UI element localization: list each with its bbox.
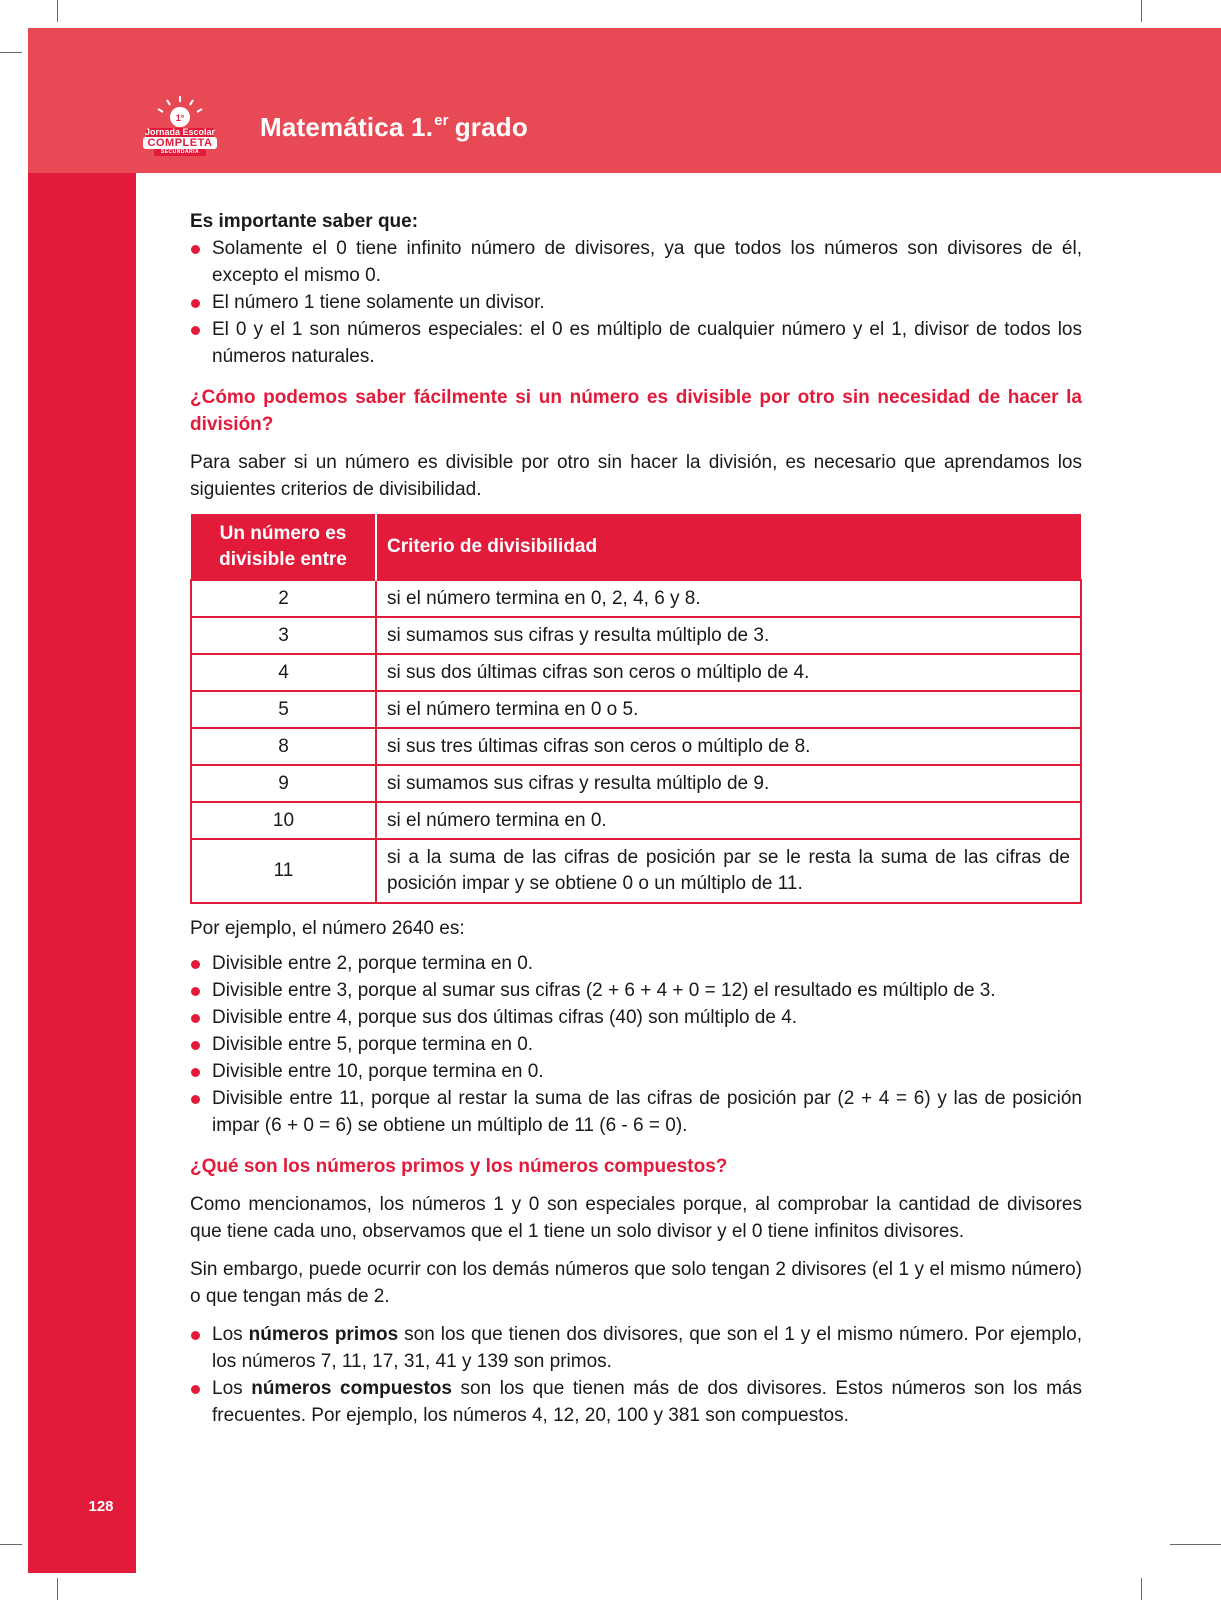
- crop-mark: [1170, 1544, 1221, 1545]
- divisibility-table: [190, 514, 1082, 904]
- logo-text-top: Jornada Escolar: [144, 127, 216, 137]
- table-cell-divisor: 9: [191, 765, 376, 802]
- list-item: El 0 y el 1 son números especiales: el 0 es múltiplo de cualquier número y el 1, divisor de todos los números naturales.: [190, 316, 1082, 370]
- table-cell-criterion: si sumamos sus cifras y resulta múltiplo de 3.: [376, 617, 1081, 654]
- table-row: [191, 580, 1081, 617]
- paragraph: Sin embargo, puede ocurrir con los demás números que solo tengan 2 divisores (el 1 y el mismo número) o que tengan más de 2.: [190, 1259, 1082, 1307]
- table-row: [191, 617, 1081, 654]
- table-cell-divisor: 3: [191, 617, 376, 654]
- question-heading: ¿Cómo podemos saber fácilmente si un número es divisible por otro sin necesidad de hacer la división?: [190, 387, 1082, 435]
- table-cell-divisor: 5: [191, 691, 376, 728]
- table-cell-divisor: 2: [191, 580, 376, 617]
- list-item: [190, 1321, 1082, 1375]
- table-cell-criterion: si el número termina en 0, 2, 4, 6 y 8.: [376, 580, 1081, 617]
- svg-text:1°: 1°: [175, 113, 185, 123]
- table-cell-criterion: si sus tres últimas cifras son ceros o múltiplo de 8.: [376, 728, 1081, 765]
- page-title: [260, 112, 528, 143]
- logo-text-main: COMPLETA: [147, 137, 213, 149]
- left-margin-strip: [28, 173, 136, 1573]
- intro-bullet-list: [190, 235, 1082, 370]
- crop-mark: [0, 1544, 22, 1545]
- table-row: [191, 802, 1081, 839]
- list-item: Divisible entre 11, porque al restar la suma de las cifras de posición par (2 + 4 = 6) y las de posición impar (6 + 0 = 6) se obtiene un múltiplo de 11 (6 - 6 = 0).: [190, 1085, 1082, 1139]
- list-item: Divisible entre 5, porque termina en 0.: [190, 1031, 1082, 1058]
- list-item: [190, 1375, 1082, 1429]
- intro-heading: Es importante saber que:: [190, 211, 419, 232]
- crop-mark: [57, 1578, 58, 1600]
- table-cell-criterion: si el número termina en 0 o 5.: [376, 691, 1081, 728]
- table-cell-divisor: 4: [191, 654, 376, 691]
- bold-term: números compuestos: [251, 1378, 452, 1399]
- list-item: Solamente el 0 tiene infinito número de divisores, ya que todos los números son divisores de él, excepto el mismo 0.: [190, 235, 1082, 289]
- table-header-row: [191, 514, 1081, 580]
- bold-term: números primos: [248, 1324, 399, 1345]
- table-row: [191, 839, 1081, 903]
- main-content: [190, 208, 1082, 1429]
- list-item: Divisible entre 10, porque termina en 0.: [190, 1058, 1082, 1085]
- table-row: [191, 691, 1081, 728]
- crop-mark: [1141, 0, 1142, 22]
- table-row: [191, 765, 1081, 802]
- list-item: Divisible entre 3, porque al sumar sus cifras (2 + 6 + 4 + 0 = 12) el resultado es múltiplo de 3.: [190, 977, 1082, 1004]
- paragraph: Para saber si un número es divisible por otro sin hacer la división, es necesario que aprendamos los siguientes criterios de divisibilidad.: [190, 452, 1082, 500]
- question-heading: ¿Qué son los números primos y los números compuestos?: [190, 1156, 728, 1177]
- final-bullet-list: [190, 1321, 1082, 1429]
- jornada-escolar-logo: [140, 92, 220, 158]
- title-end: grado: [454, 112, 528, 142]
- table-cell-criterion: si el número termina en 0.: [376, 802, 1081, 839]
- logo-text-bottom: SECUNDARIA: [160, 149, 200, 155]
- table-cell-criterion: si sumamos sus cifras y resulta múltiplo de 9.: [376, 765, 1081, 802]
- title-superscript: er: [434, 112, 449, 129]
- table-cell-criterion: si sus dos últimas cifras son ceros o múltiplo de 4.: [376, 654, 1081, 691]
- table-row: [191, 728, 1081, 765]
- crop-mark: [0, 52, 22, 53]
- example-bullet-list: [190, 950, 1082, 1139]
- paragraph: Como mencionamos, los números 1 y 0 son especiales porque, al comprobar la cantidad de divisores que tiene cada uno, observamos que el 1 tiene un solo divisor y el 0 tiene infinitos divisores.: [190, 1194, 1082, 1242]
- text-span: son los que tienen dos divisores, que son el 1 y el mismo número. Por ejemplo, los números 7, 11, 17, 31, 41 y 139 son primos.: [212, 1324, 1082, 1372]
- text-span: Los: [212, 1378, 252, 1399]
- table-cell-criterion: si a la suma de las cifras de posición par se le resta la suma de las cifras de posición impar y se obtiene 0 o un múltiplo de 11.: [376, 839, 1081, 903]
- table-cell-divisor: 11: [191, 839, 376, 903]
- list-item: Divisible entre 4, porque sus dos últimas cifras (40) son múltiplo de 4.: [190, 1004, 1082, 1031]
- text-span: son los que tienen más de dos divisores. Estos números son los más frecuentes. Por ejemplo, los números 4, 12, 20, 100 y 381 son compuestos.: [212, 1378, 1082, 1426]
- table-header-cell: Un número es divisible entre: [191, 514, 376, 580]
- crop-mark: [1141, 1578, 1142, 1600]
- page-number: 128: [85, 1490, 117, 1524]
- example-intro: Por ejemplo, el número 2640 es:: [190, 918, 465, 939]
- table-cell-divisor: 8: [191, 728, 376, 765]
- table-row: [191, 654, 1081, 691]
- list-item: Divisible entre 2, porque termina en 0.: [190, 950, 1082, 977]
- title-main: Matemática 1.: [260, 112, 434, 142]
- table-cell-divisor: 10: [191, 802, 376, 839]
- text-span: Los: [212, 1324, 249, 1345]
- list-item: El número 1 tiene solamente un divisor.: [190, 289, 1082, 316]
- crop-mark: [57, 0, 58, 22]
- table-header-cell: Criterio de divisibilidad: [376, 514, 1081, 580]
